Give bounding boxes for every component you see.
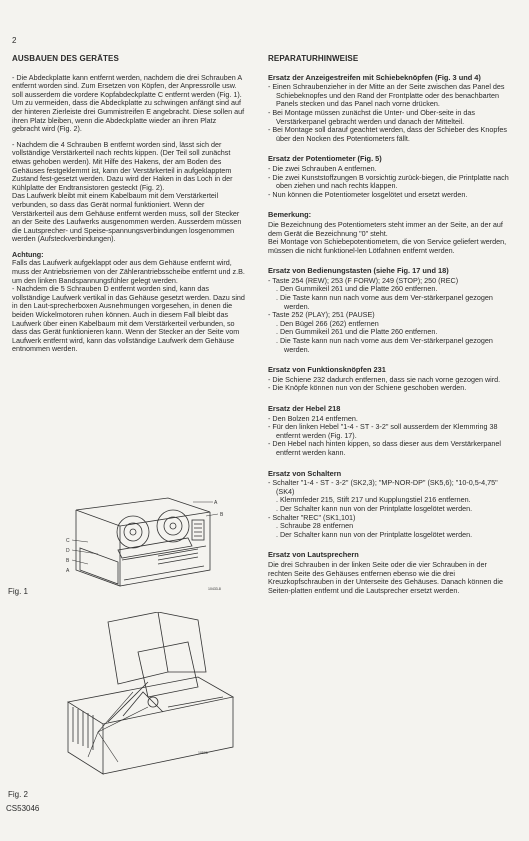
- list-subitem: . Der Schalter kann nun von der Printplatte losgelötet werden.: [276, 529, 473, 539]
- fig2-label: Fig. 2: [8, 790, 29, 799]
- list-item: - Die zwei Schrauben A entfernen.: [268, 163, 377, 173]
- section-funktionsknoepfe: [268, 366, 512, 393]
- para-schrauben-b: - Nachdem die 4 Schrauben B entfernt worden sind, lässt sich der vollständige Verstärkerteil nach rechts kippen. (Der Teil soll zunächst etwas gehoben werden). Mit Hilfe des Hakens, der am Boden des Gehäuses festgeklemmt ist, kann der Verstärkerteil in aufgeklapptem Zustand fest-gesetzt werden. Dazu wird der Haken in das Loch in der Kühlplatte der Endtransistoren gesteckt (Fig. 2).: [12, 139, 233, 192]
- list-item: - Nun können die Potentiometer losgelötet und ersetzt werden.: [268, 189, 468, 199]
- list-subitem: . Schraube 28 entfernen: [276, 521, 354, 531]
- s6-title: Ersatz der Hebel 218: [268, 404, 341, 413]
- para-schrauben-d: - Nachdem die 5 Schrauben D entfernt worden sind, kann das vollständige Laufwerk vertikal in das Gehäuse gesetzt werden. Dazu sind in den Laut-sprecherboxen Ausnehmungen vorgesehen, in denen die beiden Wickelmotoren ruhen können. Auch in diesem Fall bleibt das Laufwerk über einen Kabelbaum mit dem Verstärkerteil verbunden, so dass das Gerät funktionieren kann. Wenn der Stecker an der Seite vom Laufwerk entfernt wird, kann das vollständige Laufwerk dem Gehäuse entnommen werden.: [12, 284, 245, 354]
- fig1-letter-a: A: [214, 500, 218, 506]
- list-item: - Taste 252 (PLAY); 251 (PAUSE): [268, 310, 375, 320]
- right-title: REPARATURHINWEISE: [268, 54, 359, 63]
- list-subitem: . Die Taste kann nun nach vorne aus dem Ver-stärkerpanel gezogen werden.: [276, 336, 493, 354]
- list-item: - Einen Schraubenzieher in der Mitte an der Seite zwischen das Panel des Schiebeknopfes und den Rand der Frontplatte oder des benachbarten Panels stecken und das Panel nach vorne drücken.: [268, 82, 505, 109]
- list-subitem: . Den Gummikeil 261 und die Platte 260 entfernen.: [276, 327, 438, 337]
- s8-title: Ersatz von Lautsprechern: [268, 550, 359, 560]
- list-subitem: . Den Gummikeil 261 und die Platte 260 entfernen.: [276, 284, 438, 294]
- list-item: - Bei Montage müssen zunächst die Unter- und Ober-seite in das Verstärkerpanel gebracht werden und danach der Mittelteil.: [268, 107, 475, 126]
- s2-title: Ersatz der Potentiometer (Fig. 5): [268, 154, 382, 164]
- section-hebel: [268, 405, 512, 458]
- list-item: - Die Knöpfe können nun von der Schiene geschoben werden.: [268, 383, 467, 393]
- fig1-code: 10433-8: [208, 587, 221, 591]
- s3-text: Die Bezeichnung des Potentiometers steht immer an der Seite, an der auf dem Gerät die Bezeichnung "0" steht.: [268, 219, 503, 238]
- list-item: - Für den linken Hebel "1-4 - ST - 3-2" soll ausserdem der Klemmring 38 entfernt werden (Fig. 17).: [268, 422, 498, 440]
- fig2-open-recorder-drawing: [48, 612, 238, 777]
- fig1-tape-recorder-drawing: [58, 490, 233, 600]
- para-laufwerk: Das Laufwerk bleibt mit einem Kabelbaum mit dem Verstärkerteil verbunden, so dass das Gerät normal funktioniert. Wenn der Verstärkerteil aus dem Gehäuse entfernt werden muss, soll der Stecker an der Seite des Laufwerks ausgenommen werden. Ausserdem müssen die Lautsprecher- und Speise-spannungsverbindungen losgenommen werden (Aufsteckverbindungen).: [12, 191, 242, 244]
- list-item: - Schalter "1-4 - ST - 3-2" (SK2,3); "MP-NOR-DP" (SK5,6); "10-0,5-4,75" (SK4): [268, 478, 498, 496]
- achtung-text: Falls das Laufwerk aufgeklappt oder aus dem Gehäuse entfernt wird, muss der Antriebsriemen von der Zählerantriebsscheibe entfernt und z.B. um den linken Bandspannungsfühler gelegt werden.: [12, 258, 245, 285]
- list-item: - Die Schiene 232 dadurch entfernen, dass sie nach vorne gezogen wird.: [268, 374, 501, 384]
- section-schalter: [268, 470, 512, 540]
- left-column: [12, 55, 246, 354]
- s8-text: Die drei Schrauben in der linken Seite oder die vier Schrauben in der rechten Seite des Gehäuses entfernen ebenso wie die drei Kreuzkopfschrauben in der Unterseite des Gehäuses. Danach können die Seiten-platten entfernt und die Lautsprecher ersetzt werden.: [268, 559, 503, 595]
- section-lautsprecher: [268, 551, 512, 595]
- section-potentiometer: [268, 155, 512, 199]
- list-item: - Taste 254 (REW); 253 (F FORW); 249 (STOP); 250 (REC): [268, 275, 459, 285]
- page-number: 2: [12, 36, 17, 45]
- fig1-letter-d: D: [66, 548, 70, 554]
- s4-title: Ersatz von Bedienungstasten (siehe Fig. 17 und 18): [268, 266, 449, 276]
- s7-title: Ersatz von Schaltern: [268, 468, 342, 478]
- s3-title: Bemerkung:: [268, 210, 312, 220]
- fig1-label: Fig. 1: [8, 587, 29, 596]
- achtung-title: Achtung:: [12, 249, 44, 259]
- para-abdeckplatte: - Die Abdeckplatte kann entfernt werden, nachdem die drei Schrauben A entfernt worden sind. Zum Ersetzen von Köpfen, der Anpressrolle usw. soll ausserdem die vordere Kopfabdeckplatte C entfernt werden (Fig. 1).: [12, 72, 242, 99]
- list-item: - Den Hebel nach hinten kippen, so dass dieser aus dem Verstärkerpanel entfernt werden kann.: [268, 439, 501, 457]
- left-title: AUSBAUEN DES GERÄTES: [12, 54, 119, 63]
- list-subitem: . Den Bügel 266 (262) entfernen: [276, 318, 379, 328]
- list-item: - Den Bolzen 214 entfernen.: [268, 413, 358, 423]
- right-column: [268, 55, 512, 607]
- s5-title: Ersatz von Funktionsknöpfen 231: [268, 365, 386, 375]
- section-bemerkung: [268, 211, 512, 255]
- fig2-code: 10506: [198, 751, 208, 755]
- fig1-letter-b: B: [220, 512, 224, 518]
- para-gummistreifen: Um zu vermeiden, dass die Abdeckplatte zu schwingen anfängt sind auf der hinteren Zierleiste drei Gummistreifen E angebracht. Diese sollen auf ihren Platz bleiben, wenn die Abdeckplatte wieder an ihren Platz gebracht wird (Fig. 2).: [12, 98, 245, 134]
- list-item: - Bei Montage soll darauf geachtet werden, dass der Schieber des Knopfes über den Nocken des Potentiometers fällt.: [268, 125, 507, 143]
- s1-title: Ersatz der Anzeigestreifen mit Schiebeknöpfen (Fig. 3 und 4): [268, 72, 481, 82]
- s3-text2: Bei Montage von Schiebepotentiometern, die von Service geliefert werden, müssen die nicht funktionel-len Lötfahnen entfernt werden.: [268, 237, 507, 255]
- fig1-letter-b2: B: [66, 558, 70, 564]
- list-subitem: . Klemmfeder 215, Stift 217 und Kupplungstiel 216 entfernen.: [276, 495, 471, 505]
- list-subitem: . Die Taste kann nun nach vorne aus dem Ver-stärkerpanel gezogen werden.: [276, 293, 493, 311]
- section-anzeigestreifen: [268, 74, 512, 144]
- list-subitem: . Der Schalter kann nun von der Printplatte losgelötet werden.: [276, 503, 473, 513]
- fig1-letter-a2: A: [66, 568, 70, 574]
- list-item: - Die zwei Kunststoffzungen B vorsichtig zurück-biegen, die Printplatte nach oben ziehen und nach rechts klappen.: [268, 172, 509, 191]
- list-item: - Schalter "REC" (SK1,101): [268, 512, 356, 522]
- section-bedienungstasten: [268, 267, 512, 354]
- catalog-number: CS53046: [6, 804, 40, 813]
- fig1-letter-c: C: [66, 538, 70, 544]
